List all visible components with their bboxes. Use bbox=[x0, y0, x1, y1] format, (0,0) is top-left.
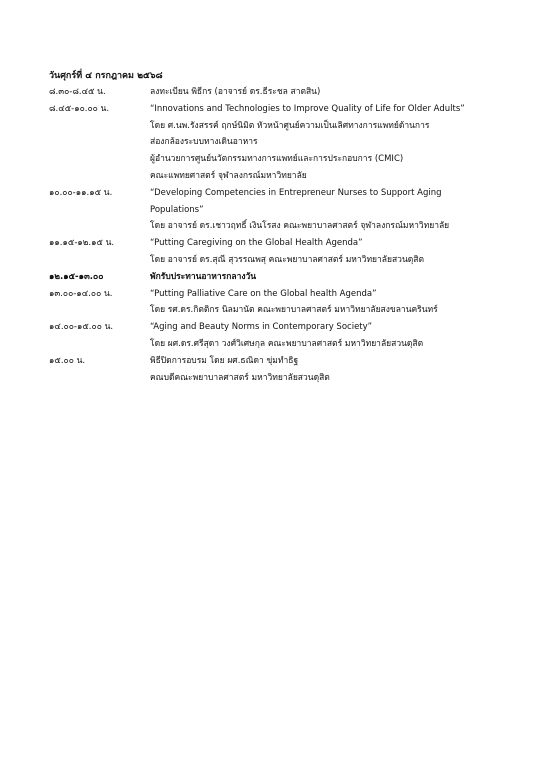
schedule-description bbox=[150, 84, 509, 101]
schedule-description bbox=[150, 185, 509, 235]
schedule-row bbox=[49, 269, 509, 286]
schedule-time: ๘.๓๐-๘.๔๕ น. bbox=[49, 87, 106, 97]
schedule-time: ๑๑.๑๕-๑๒.๑๕ น. bbox=[49, 238, 115, 249]
schedule-description bbox=[150, 269, 509, 286]
schedule-description bbox=[150, 235, 509, 269]
schedule-row bbox=[49, 286, 509, 320]
description-line: ผู้อำนวยการศูนย์นวัตกรรมทางการแพทย์และการประกอบการ (CMIC) bbox=[150, 154, 404, 165]
day-heading: วันศุกร์ที่ ๔ กรกฎาคม ๒๕๖๘ bbox=[49, 71, 163, 81]
schedule-description bbox=[150, 101, 509, 185]
schedule-row bbox=[49, 101, 509, 185]
schedule-description bbox=[150, 319, 509, 353]
schedule-time: ๑๕.๐๐ น. bbox=[49, 355, 86, 366]
description-line: ส่องกล้องระบบทางเดินอาหาร bbox=[150, 137, 258, 148]
schedule-row bbox=[49, 84, 509, 101]
schedule-description bbox=[150, 353, 509, 387]
schedule-time: ๑๐.๐๐-๑๑.๑๕ น. bbox=[49, 187, 113, 198]
talk-title-continued: Populations” bbox=[150, 204, 204, 215]
description-line: ลงทะเบียน พิธีกร (อาจารย์ ดร.ธีระชล สาตสิน) bbox=[150, 87, 321, 97]
schedule-row bbox=[49, 353, 509, 387]
speaker-affiliation-line: คณบดีคณะพยาบาลศาสตร์ มหาวิทยาลัยสวนดุสิต bbox=[150, 372, 330, 383]
closing-ceremony-line: พิธีปิดการอบรม โดย ผศ.ธณิดา ขุ่มทำธิฐ bbox=[150, 355, 299, 366]
schedule-row bbox=[49, 235, 509, 269]
speaker-line: โดย ผศ.ดร.ศรีสุดา วงศ์วิเศษกุล คณะพยาบาลศาสตร์ มหาวิทยาลัยสวนดุสิต bbox=[150, 338, 424, 349]
schedule-time: ๑๔.๐๐-๑๕.๐๐ น. bbox=[49, 322, 114, 333]
speaker-line: โดย รศ.ดร.กิตติกร นิลมานัต คณะพยาบาลศาสตร์ มหาวิทยาลัยสงขลานครินทร์ bbox=[150, 305, 438, 316]
schedule-list bbox=[49, 84, 509, 386]
schedule-row bbox=[49, 185, 509, 235]
schedule-row bbox=[49, 319, 509, 353]
talk-title: “Putting Caregiving on the Global Health Agenda” bbox=[150, 238, 363, 249]
schedule-time: ๘.๔๕-๑๐.๐๐ น. bbox=[49, 103, 110, 114]
schedule-time: ๑๓.๐๐-๑๔.๐๐ น. bbox=[49, 288, 113, 299]
talk-title: “Aging and Beauty Norms in Contemporary Society” bbox=[150, 322, 373, 333]
schedule-time: ๑๒.๑๕-๑๓.๐๐ bbox=[49, 271, 104, 282]
talk-title: “Putting Palliative Care on the Global health Agenda” bbox=[150, 288, 377, 299]
speaker-line: โดย ศ.นพ.รังสรรค์ ฤกษ์นิมิต หัวหน้าศูนย์ความเป็นเลิศทางการแพทย์ด้านการ bbox=[150, 120, 430, 131]
talk-title: “Developing Competencies in Entrepreneur Nurses to Support Aging bbox=[150, 187, 442, 198]
speaker-line: โดย อาจารย์ ดร.เชาวฤทธิ์ เงินโรสง คณะพยาบาลศาสตร์ จุฬาลงกรณ์มหาวิทยาลัย bbox=[150, 221, 450, 232]
lunch-break-label: พักรับประทานอาหารกลางวัน bbox=[150, 271, 257, 282]
talk-title: “Innovations and Technologies to Improve Quality of Life for Older Adults” bbox=[150, 103, 465, 114]
description-line: คณะแพทยศาสตร์ จุฬาลงกรณ์มหาวิทยาลัย bbox=[150, 170, 307, 181]
speaker-line: โดย อาจารย์ ดร.สุณี สุวรรณพสุ คณะพยาบาลศาสตร์ มหาวิทยาลัยสวนดุสิต bbox=[150, 254, 424, 265]
schedule-description bbox=[150, 286, 509, 320]
